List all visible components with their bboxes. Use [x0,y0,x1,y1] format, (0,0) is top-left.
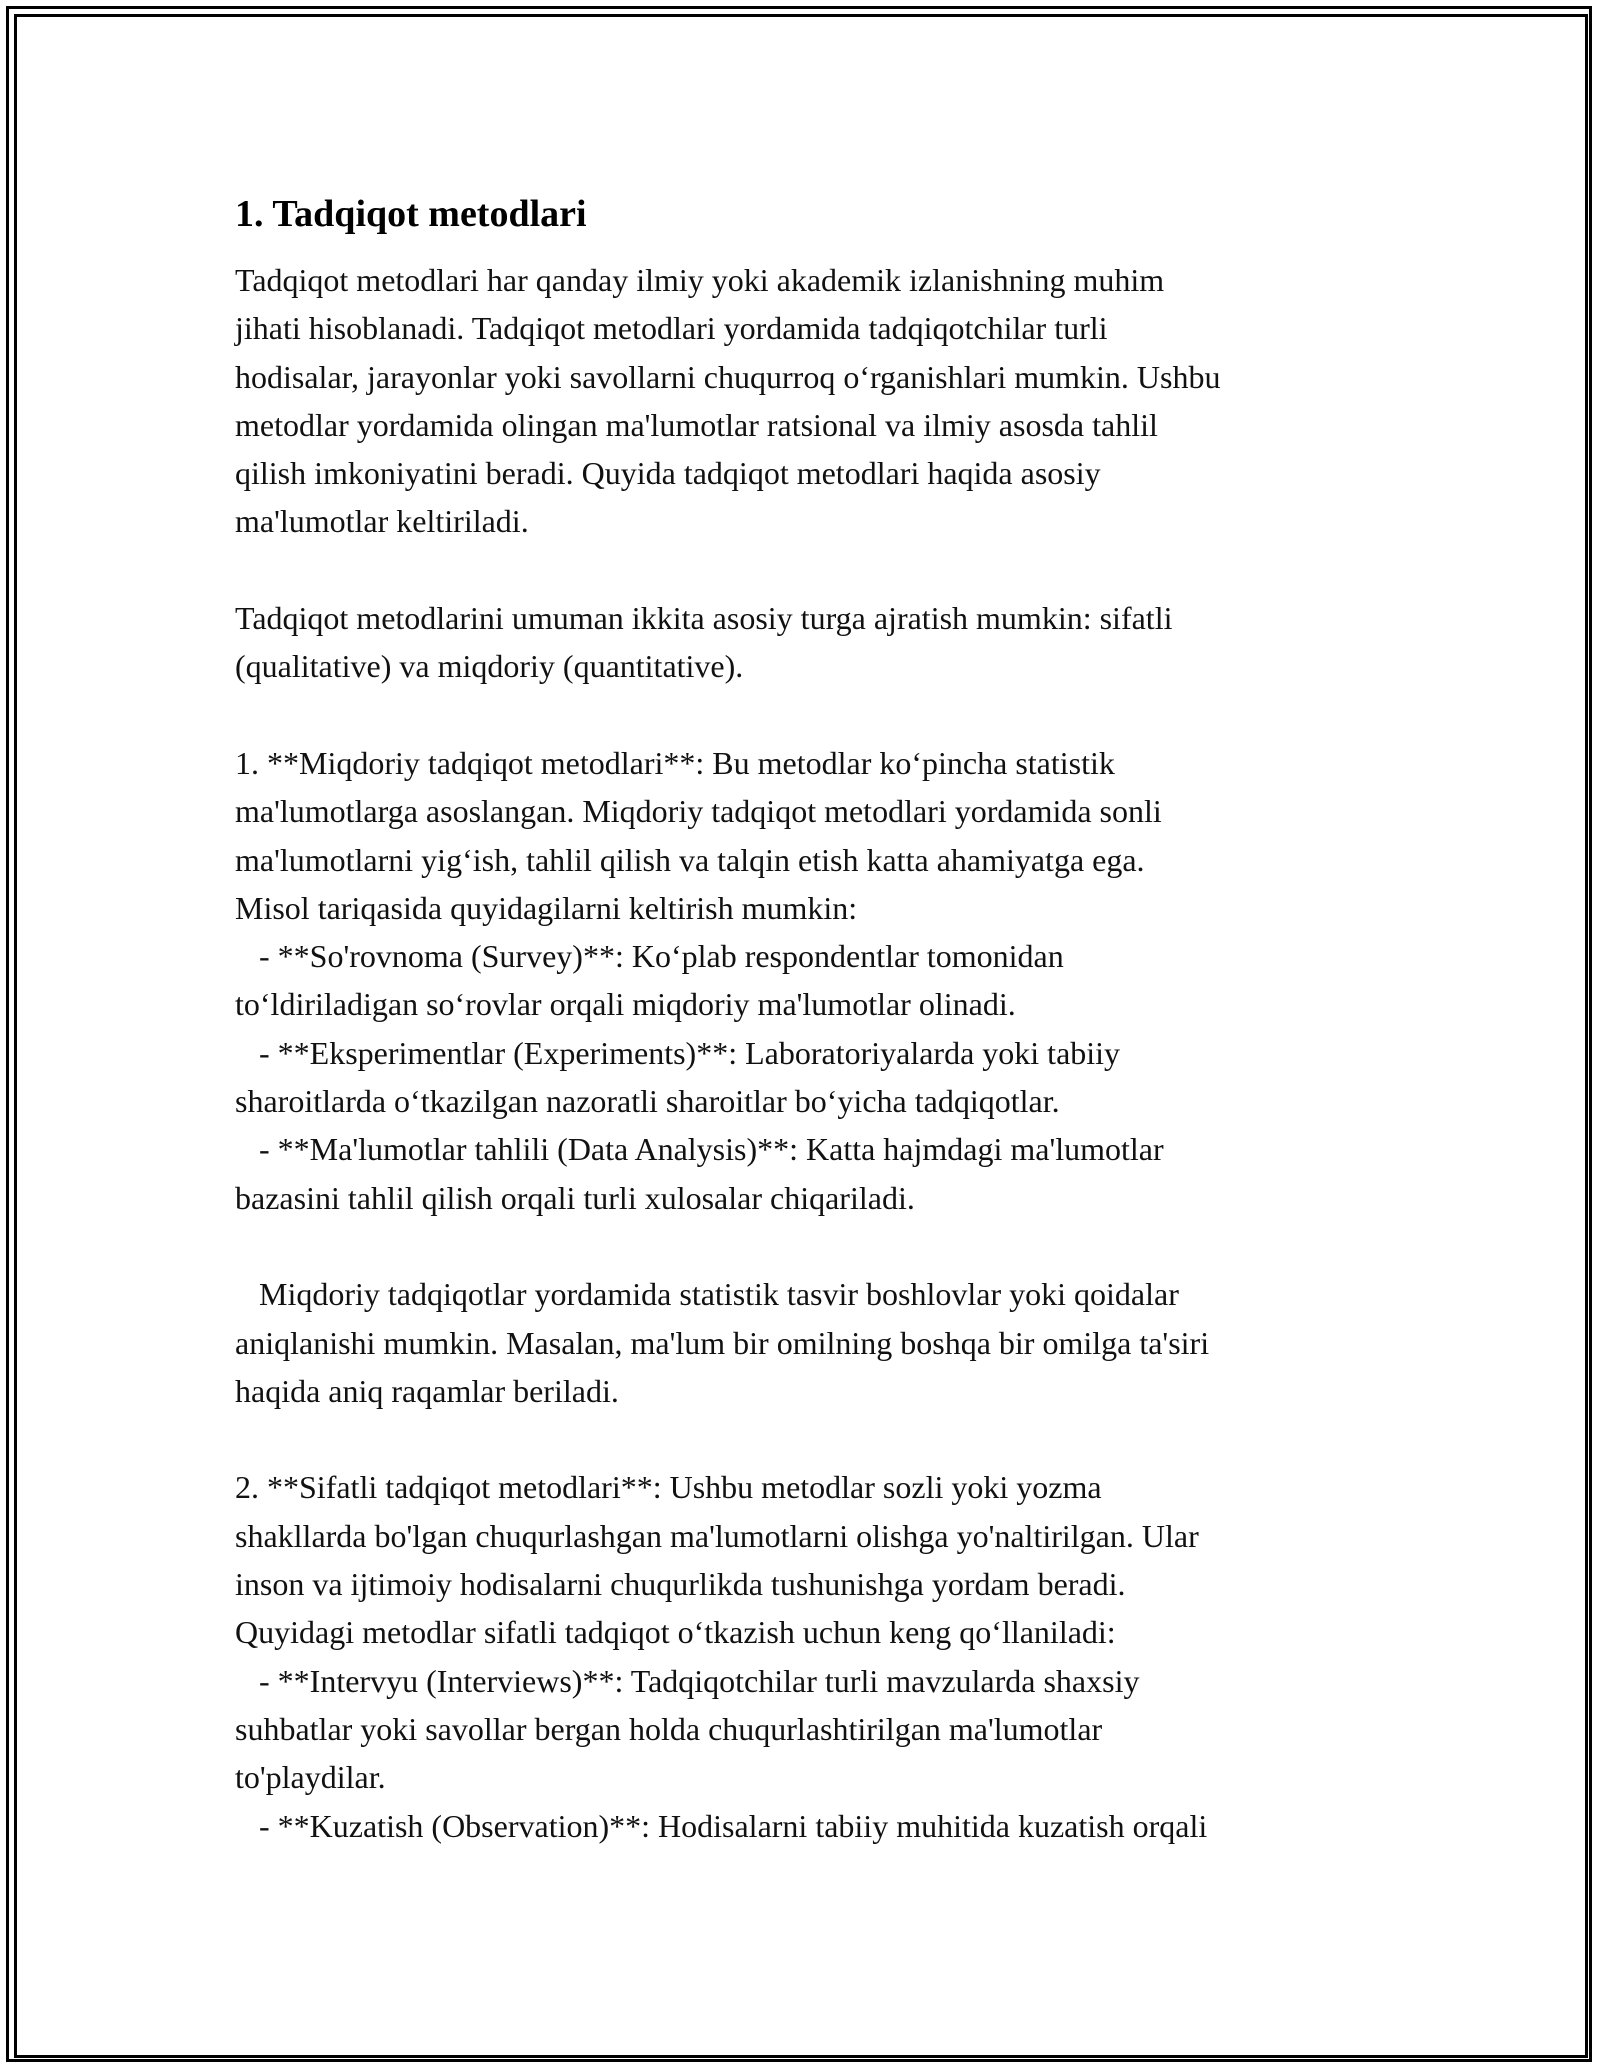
document-content [235,188,1385,1850]
section-body-text: Tadqiqot metodlari har qanday ilmiy yoki akademik izlanishning muhim jihati hisoblanadi. Tadqiqot metodlari yordamida tadqiqotchilar turli hodisalar, jarayonlar yoki savollarni chuqurroq o‘rganishlari mumkin. Ushbu metodlar yordamida olingan ma'lumotlar ratsional va ilmiy asosda tahlil qilish imkoniyatini beradi. Quyida tadqiqot metodlari haqida asosiy ma'lumotlar keltiriladi. Tadqiqot metodlarini umuman ikkita asosiy turga ajratish mumkin: sifatli (qualitative) va miqdoriy (quantitative). 1. **Miqdoriy tadqiqot metodlari**: Bu metodlar ko‘pincha statistik ma'lumotlarga asoslangan. Miqdoriy tadqiqot metodlari yordamida sonli ma'lumotlarni yig‘ish, tahlil qilish va talqin etish katta ahamiyatga ega. Misol tariqasida quyidagilarni keltirish mumkin: - **So'rovnoma (Survey)**: Ko‘plab respondentlar tomonidan to‘ldiriladigan so‘rovlar orqali miqdoriy ma'lumotlar olinadi. - **Eksperimentlar (Experiments)**: Laboratoriyalarda yoki tabiiy sharoitlarda o‘tkazilgan nazoratli sharoitlar bo‘yicha tadqiqotlar. - **Ma'lumotlar tahlili (Data Analysis)**: Katta hajmdagi ma'lumotlar bazasini tahlil qilish orqali turli xulosalar chiqariladi. Miqdoriy tadqiqotlar yordamida statistik tasvir boshlovlar yoki qoidalar aniqlanishi mumkin. Masalan, ma'lum bir omilning boshqa bir omilga ta'siri haqida aniq raqamlar beriladi. 2. **Sifatli tadqiqot metodlari**: Ushbu metodlar sozli yoki yozma shakllarda bo'lgan chuqurlashgan ma'lumotlarni olishga yo'naltirilgan. Ular inson va ijtimoiy hodisalarni chuqurlikda tushunishga yordam beradi. Quyidagi metodlar sifatli tadqiqot o‘tkazish uchun keng qo‘llaniladi: - **Intervyu (Interviews)**: Tadqiqotchilar turli mavzularda shaxsiy suhbatlar yoki savollar bergan holda chuqurlashtirilgan ma'lumotlar to'playdilar. - **Kuzatish (Observation)**: Hodisalarni tabiiy muhitida kuzatish orqali [235,262,1221,1844]
section-heading: 1. Tadqiqot metodlari [235,193,587,235]
